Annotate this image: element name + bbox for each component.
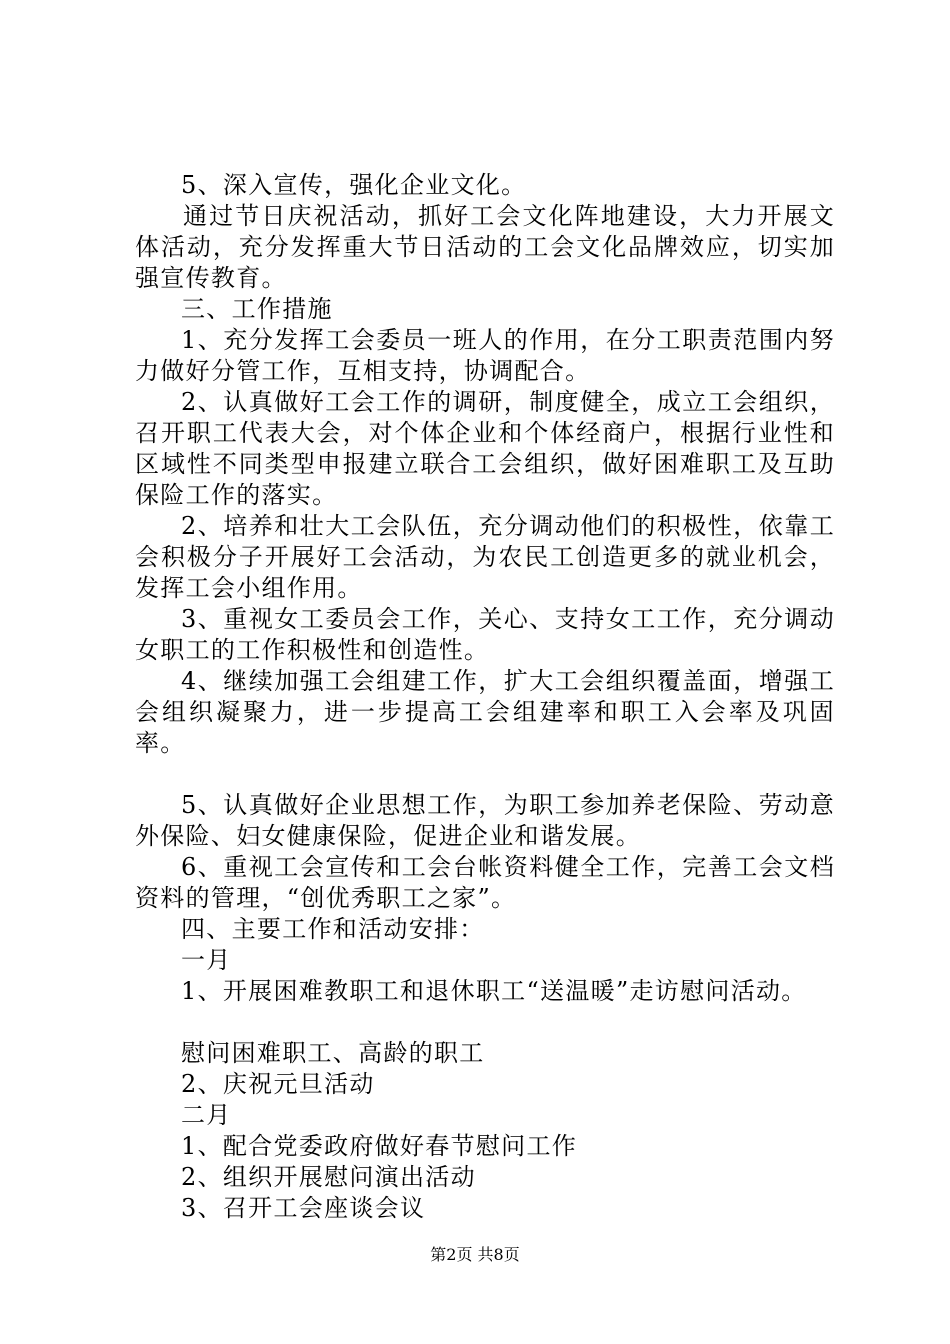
- month-heading: 一月: [181, 946, 232, 974]
- month-heading: 二月: [181, 1101, 232, 1129]
- paragraph: 3、重视女工委员会工作，关心、支持女工工作，充分调动女职工的工作积极性和创造性。: [135, 605, 835, 664]
- paragraph: 4、继续加强工会组建工作，扩大工会组织覆盖面，增强工会组织凝聚力，进一步提高工会组建率和职工入会率及巩固率。: [135, 667, 835, 757]
- blank-line: [135, 759, 835, 790]
- paragraph: 1、配合党委政府做好春节慰问工作: [181, 1132, 578, 1160]
- paragraph: 6、重视工会宣传和工会台帐资料健全工作，完善工会文档资料的管理，“创优秀职工之家”。: [135, 853, 835, 912]
- paragraph: 慰问困难职工、高龄的职工: [181, 1039, 485, 1067]
- paragraph: 3、召开工会座谈会议: [181, 1194, 426, 1222]
- paragraph: 5、认真做好企业思想工作，为职工参加养老保险、劳动意外保险、妇女健康保险，促进企业和谐发展。: [135, 791, 835, 850]
- paragraph: 1、开展困难教职工和退休职工“送温暖”走访慰问活动。: [181, 977, 807, 1005]
- paragraph: 通过节日庆祝活动，抓好工会文化阵地建设，大力开展文体活动，充分发挥重大节日活动的工会文化品牌效应，切实加强宣传教育。: [135, 202, 835, 292]
- paragraph: 2、培养和壮大工会队伍，充分调动他们的积极性，依靠工会积极分子开展好工会活动，为农民工创造更多的就业机会，发挥工会小组作用。: [135, 512, 835, 602]
- paragraph: 1、充分发挥工会委员一班人的作用，在分工职责范围内努力做好分管工作，互相支持，协调配合。: [135, 326, 835, 385]
- document-body: [135, 170, 835, 1224]
- page-number-footer: 第2页 共8页: [430, 1245, 520, 1264]
- paragraph: 2、庆祝元旦活动: [181, 1070, 375, 1098]
- blank-line: [135, 1007, 835, 1038]
- section-heading: 四、主要工作和活动安排：: [181, 915, 485, 943]
- paragraph: 2、认真做好工会工作的调研，制度健全，成立工会组织，召开职工代表大会，对个体企业和个体经商户，根据行业性和区域性不同类型申报建立联合工会组织，做好困难职工及互助保险工作的落实。: [135, 388, 835, 509]
- paragraph: 2、组织开展慰问演出活动: [181, 1163, 476, 1191]
- paragraph: 5、深入宣传，强化企业文化。: [181, 171, 527, 199]
- section-heading: 三、工作措施: [181, 295, 333, 323]
